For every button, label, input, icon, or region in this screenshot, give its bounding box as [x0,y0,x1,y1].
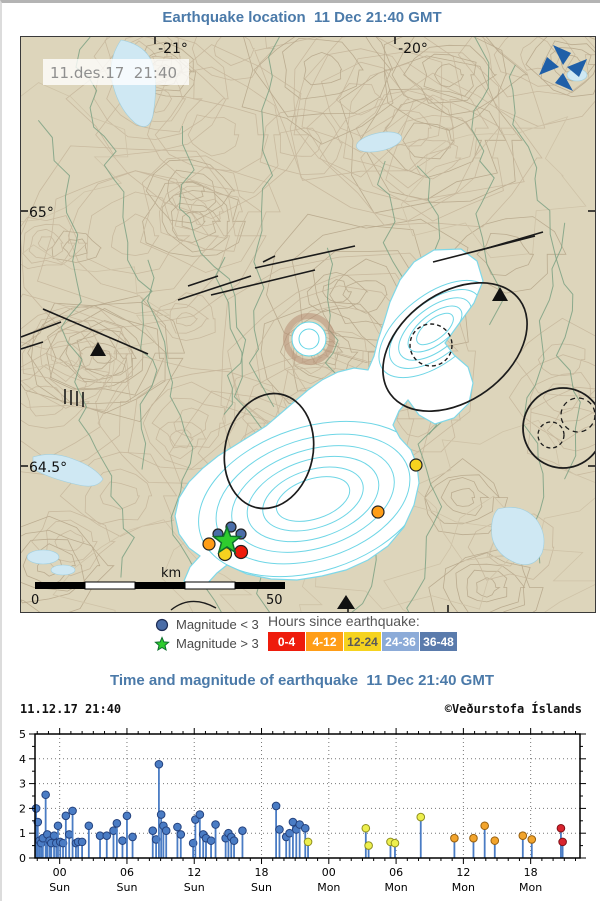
svg-text:km: km [161,566,182,581]
quake-dot-marker [372,506,384,518]
svg-text:Mon: Mon [451,881,475,894]
earthquake-map[interactable] [20,36,596,613]
magnitude-lt3-item [154,615,259,634]
hours-box-36-48: 36-48 [420,632,457,651]
svg-text:5: 5 [19,728,26,741]
map-title: Earthquake location 11 Dec 21:40 GMT [162,9,442,26]
chart-header [20,702,582,716]
hours-box-24-36: 24-36 [382,632,419,651]
blue-dot-icon [154,617,170,633]
svg-text:3: 3 [19,777,26,791]
svg-text:06: 06 [389,866,404,879]
lat-label-65: 65° [29,205,54,221]
svg-text:00: 00 [52,866,67,879]
quake-dot-marker [410,459,422,471]
magnitude-gt3-item [154,634,259,653]
hours-box-0-4: 0-4 [268,632,305,651]
svg-text:Sun: Sun [49,881,71,894]
hours-legend [268,613,458,651]
legend-row [2,613,600,665]
svg-text:11.des.17 21:40: 11.des.17 21:40 [50,64,178,82]
svg-text:Sun: Sun [116,881,138,894]
svg-text:Sun: Sun [183,881,205,894]
green-star-icon [154,636,170,652]
svg-text:12: 12 [187,866,202,879]
svg-text:Sun: Sun [251,881,272,894]
svg-text:1: 1 [19,827,26,841]
hours-box-12-24: 12-24 [344,632,381,651]
lat-label-64-5: 64.5° [29,460,68,476]
svg-text:Mon: Mon [317,881,341,894]
magnitude-gt3-label: Magnitude > 3 [176,636,259,651]
chart-title: Time and magnitude of earthquake 11 Dec 21:40 GMT [109,672,494,689]
svg-text:18: 18 [523,866,538,879]
map-timestamp [43,59,189,85]
small-glacier [286,316,332,362]
map-image [21,37,595,612]
magnitude-lt3-label: Magnitude < 3 [176,617,259,632]
svg-text:12: 12 [456,866,471,879]
svg-text:0: 0 [31,593,40,608]
hours-legend-boxes [268,632,458,651]
lon-label-20: -20° [398,41,428,57]
quake-dot-marker [235,546,248,559]
svg-text:50: 50 [266,593,283,608]
chart-timestamp: 11.12.17 21:40 [20,702,122,716]
credit-text: ©Veðurstofa Íslands [444,702,582,716]
svg-text:2: 2 [19,802,26,816]
svg-text:Mon: Mon [384,881,408,894]
lon-label-21: -21° [158,41,188,57]
magnitude-legend [154,615,259,653]
svg-text:00: 00 [321,866,336,879]
quake-dot-marker [203,538,215,550]
hours-box-4-12: 4-12 [306,632,343,651]
svg-text:0: 0 [19,852,26,865]
svg-text:4: 4 [19,752,26,766]
svg-text:Mon: Mon [519,881,543,894]
svg-text:06: 06 [119,866,134,879]
magnitude-time-chart [2,718,600,901]
hours-legend-title: Hours since earthquake: [268,613,420,629]
svg-text:18: 18 [254,866,269,879]
